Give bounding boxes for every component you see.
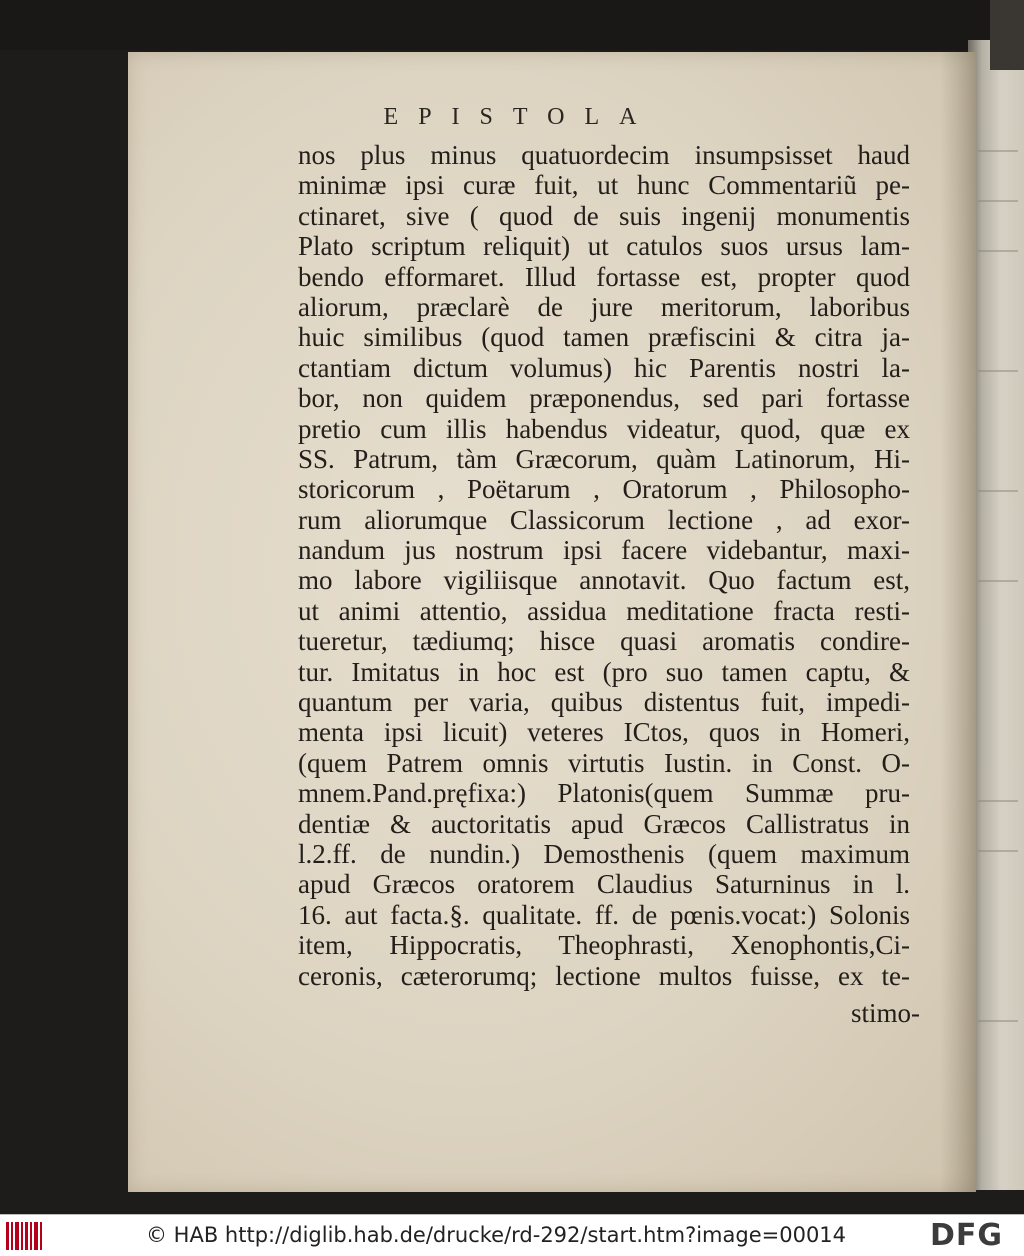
running-head: EPISTOLA (383, 104, 657, 130)
copyright-url-text[interactable]: © HAB http://diglib.hab.de/drucke/rd-292/start.htm?image=00014 (146, 1223, 847, 1247)
text-line: mo labore vigiliisque annotavit. Quo factum est, (298, 565, 910, 596)
text-line: nos plus minus quatuordecim insumpsisset haud (298, 140, 910, 170)
text-line: ut animi attentio, assidua meditatione fracta resti- (298, 595, 910, 626)
viewer-footer (0, 1214, 1024, 1256)
book-binding-edge (990, 0, 1024, 70)
text-line: quantum per varia, quibus distentus fuit, impedi- (298, 687, 910, 718)
text-line: 16. aut facta.§. qualitate. ff. de pœnis.vocat:) Solonis (298, 899, 910, 930)
catchword: stimo- (850, 998, 920, 1028)
text-line: ctantiam dictum volumus) hic Parentis nostri la- (298, 352, 910, 383)
text-line: (quem Patrem omnis virtutis Iustin. in Const. O- (298, 747, 910, 778)
text-line: minimæ ipsi curæ fuit, ut hunc Commentariũ pe- (298, 170, 910, 201)
text-line: bor, non quidem præponendus, sed pari fortasse (298, 383, 910, 414)
text-line: Plato scriptum reliquit) ut catulos suos ursus lam- (298, 231, 910, 262)
text-line: SS. Patrum, tàm Græcorum, quàm Latinorum, Hi- (298, 443, 910, 474)
text-line: tueretur, tædiumq; hisce quasi aromatis condire- (298, 626, 910, 657)
page-gutter-shadow (940, 52, 976, 1192)
dfg-logo[interactable]: DFG (930, 1218, 1004, 1253)
text-line: bendo efformaret. Illud fortasse est, propter quod (298, 261, 910, 292)
text-line: ceronis, cæterorumq; lectione multos fuisse, ex te- (298, 960, 910, 991)
text-line: huic similibus (quod tamen præfiscini & citra ja- (298, 322, 910, 353)
text-line: item, Hippocratis, Theophrasti, Xenophontis,Ci- (298, 930, 910, 961)
text-line: mnem.Pand.pręfixa:) Platonis(quem Summæ pru- (298, 778, 910, 809)
text-line: l.2.ff. de nundin.) Demosthenis (quem maximum (298, 838, 910, 869)
text-line: nandum jus nostrum ipsi facere videbantur, maxi- (298, 535, 910, 566)
text-line: storicorum , Poëtarum , Oratorum , Philosopho- (298, 474, 910, 505)
adjacent-page-edge (968, 40, 1024, 1190)
text-line: rum aliorumque Classicorum lectione , ad exor- (298, 504, 910, 535)
text-line: menta ipsi licuit) veteres ICtos, quos in Homeri, (298, 717, 910, 748)
text-line: aliorum, præclarè de jure meritorum, laboribus (298, 291, 910, 322)
body-text (298, 140, 910, 991)
text-line: ctinaret, sive ( quod de suis ingenij monumentis (298, 200, 910, 231)
text-line: tur. Imitatus in hoc est (pro suo tamen captu, & (298, 656, 910, 687)
hab-barcode-icon[interactable] (6, 1222, 44, 1250)
top-dark-border (0, 0, 1024, 50)
text-line: apud Græcos oratorem Claudius Saturninus in l. (298, 869, 910, 900)
text-line: pretio cum illis habendus videatur, quod, quæ ex (298, 413, 910, 444)
text-line: dentiæ & auctoritatis apud Græcos Callistratus in (298, 808, 910, 839)
